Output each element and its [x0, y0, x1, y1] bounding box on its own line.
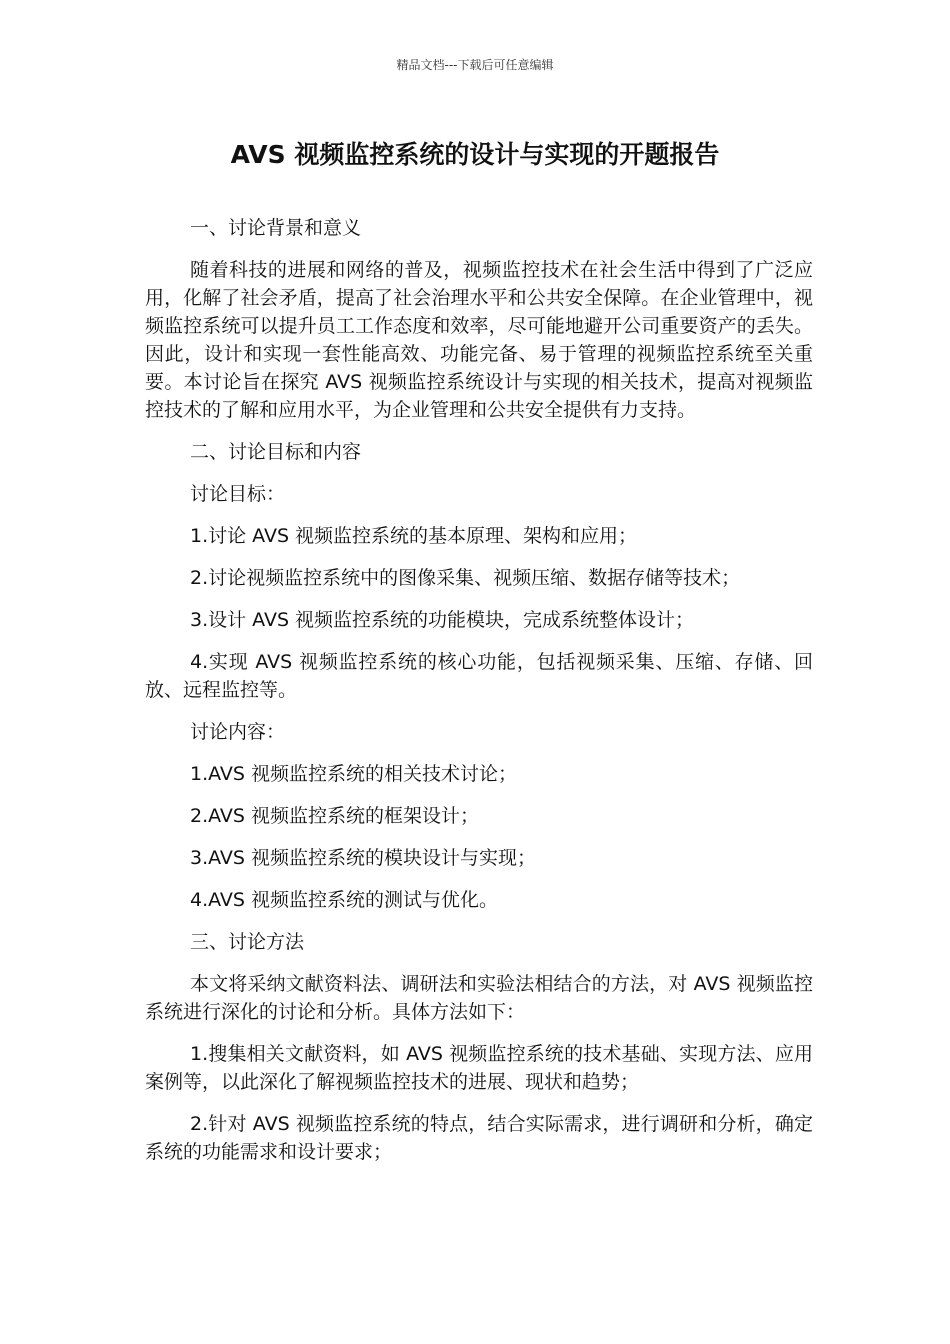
subheading-goals: 讨论目标： — [190, 483, 286, 505]
section-heading-methods: 三、讨论方法 — [190, 931, 305, 953]
paragraph-background: 随着科技的进展和网络的普及，视频监控技术在社会生活中得到了广泛应用，化解了社会矛盾，提高了社会治理水平和公共安全保障。在企业管理中，视频监控系统可以提升员工工作态度和效率，尽可能地避开公司重要资产的丢失。因此，设计和实现一套性能高效、功能完备、易于管理的视频监控系统至关重要。本讨论旨在探究 AVS 视频监控系统设计与实现的相关技术，提高对视频监控技术的了解和应用水平，为企业管理和公共安全提供有力支持。 — [145, 259, 813, 421]
list-item-content-4: 4.AVS 视频监控系统的测试与优化。 — [190, 889, 499, 911]
paragraph-methods: 本文将采纳文献资料法、调研法和实验法相结合的方法，对 AVS 视频监控系统进行深化的讨论和分析。具体方法如下： — [145, 973, 813, 1023]
list-item-goal-4: 4.实现 AVS 视频监控系统的核心功能，包括视频采集、压缩、存储、回放、远程监控等。 — [145, 651, 813, 701]
section-heading-background: 一、讨论背景和意义 — [190, 217, 362, 239]
list-item-goal-1: 1.讨论 AVS 视频监控系统的基本原理、架构和应用； — [190, 525, 638, 547]
list-item-content-1: 1.AVS 视频监控系统的相关技术讨论； — [190, 763, 518, 785]
subheading-content: 讨论内容： — [190, 721, 286, 743]
section-heading-goals: 二、讨论目标和内容 — [190, 441, 362, 463]
list-item-method-2: 2.针对 AVS 视频监控系统的特点，结合实际需求，进行调研和分析，确定系统的功能需求和设计要求； — [145, 1113, 813, 1163]
list-item-method-1: 1.搜集相关文献资料，如 AVS 视频监控系统的技术基础、实现方法、应用案例等，以此深化了解视频监控技术的进展、现状和趋势； — [145, 1043, 813, 1093]
list-item-goal-2: 2.讨论视频监控系统中的图像采集、视频压缩、数据存储等技术； — [190, 567, 741, 589]
list-item-content-3: 3.AVS 视频监控系统的模块设计与实现； — [190, 847, 537, 869]
header-note: 精品文档---下载后可任意编辑 — [396, 58, 554, 72]
document-title: AVS 视频监控系统的设计与实现的开题报告 — [230, 140, 720, 169]
list-item-goal-3: 3.设计 AVS 视频监控系统的功能模块，完成系统整体设计； — [190, 609, 695, 631]
list-item-content-2: 2.AVS 视频监控系统的框架设计； — [190, 805, 480, 827]
document-body — [145, 214, 813, 1180]
